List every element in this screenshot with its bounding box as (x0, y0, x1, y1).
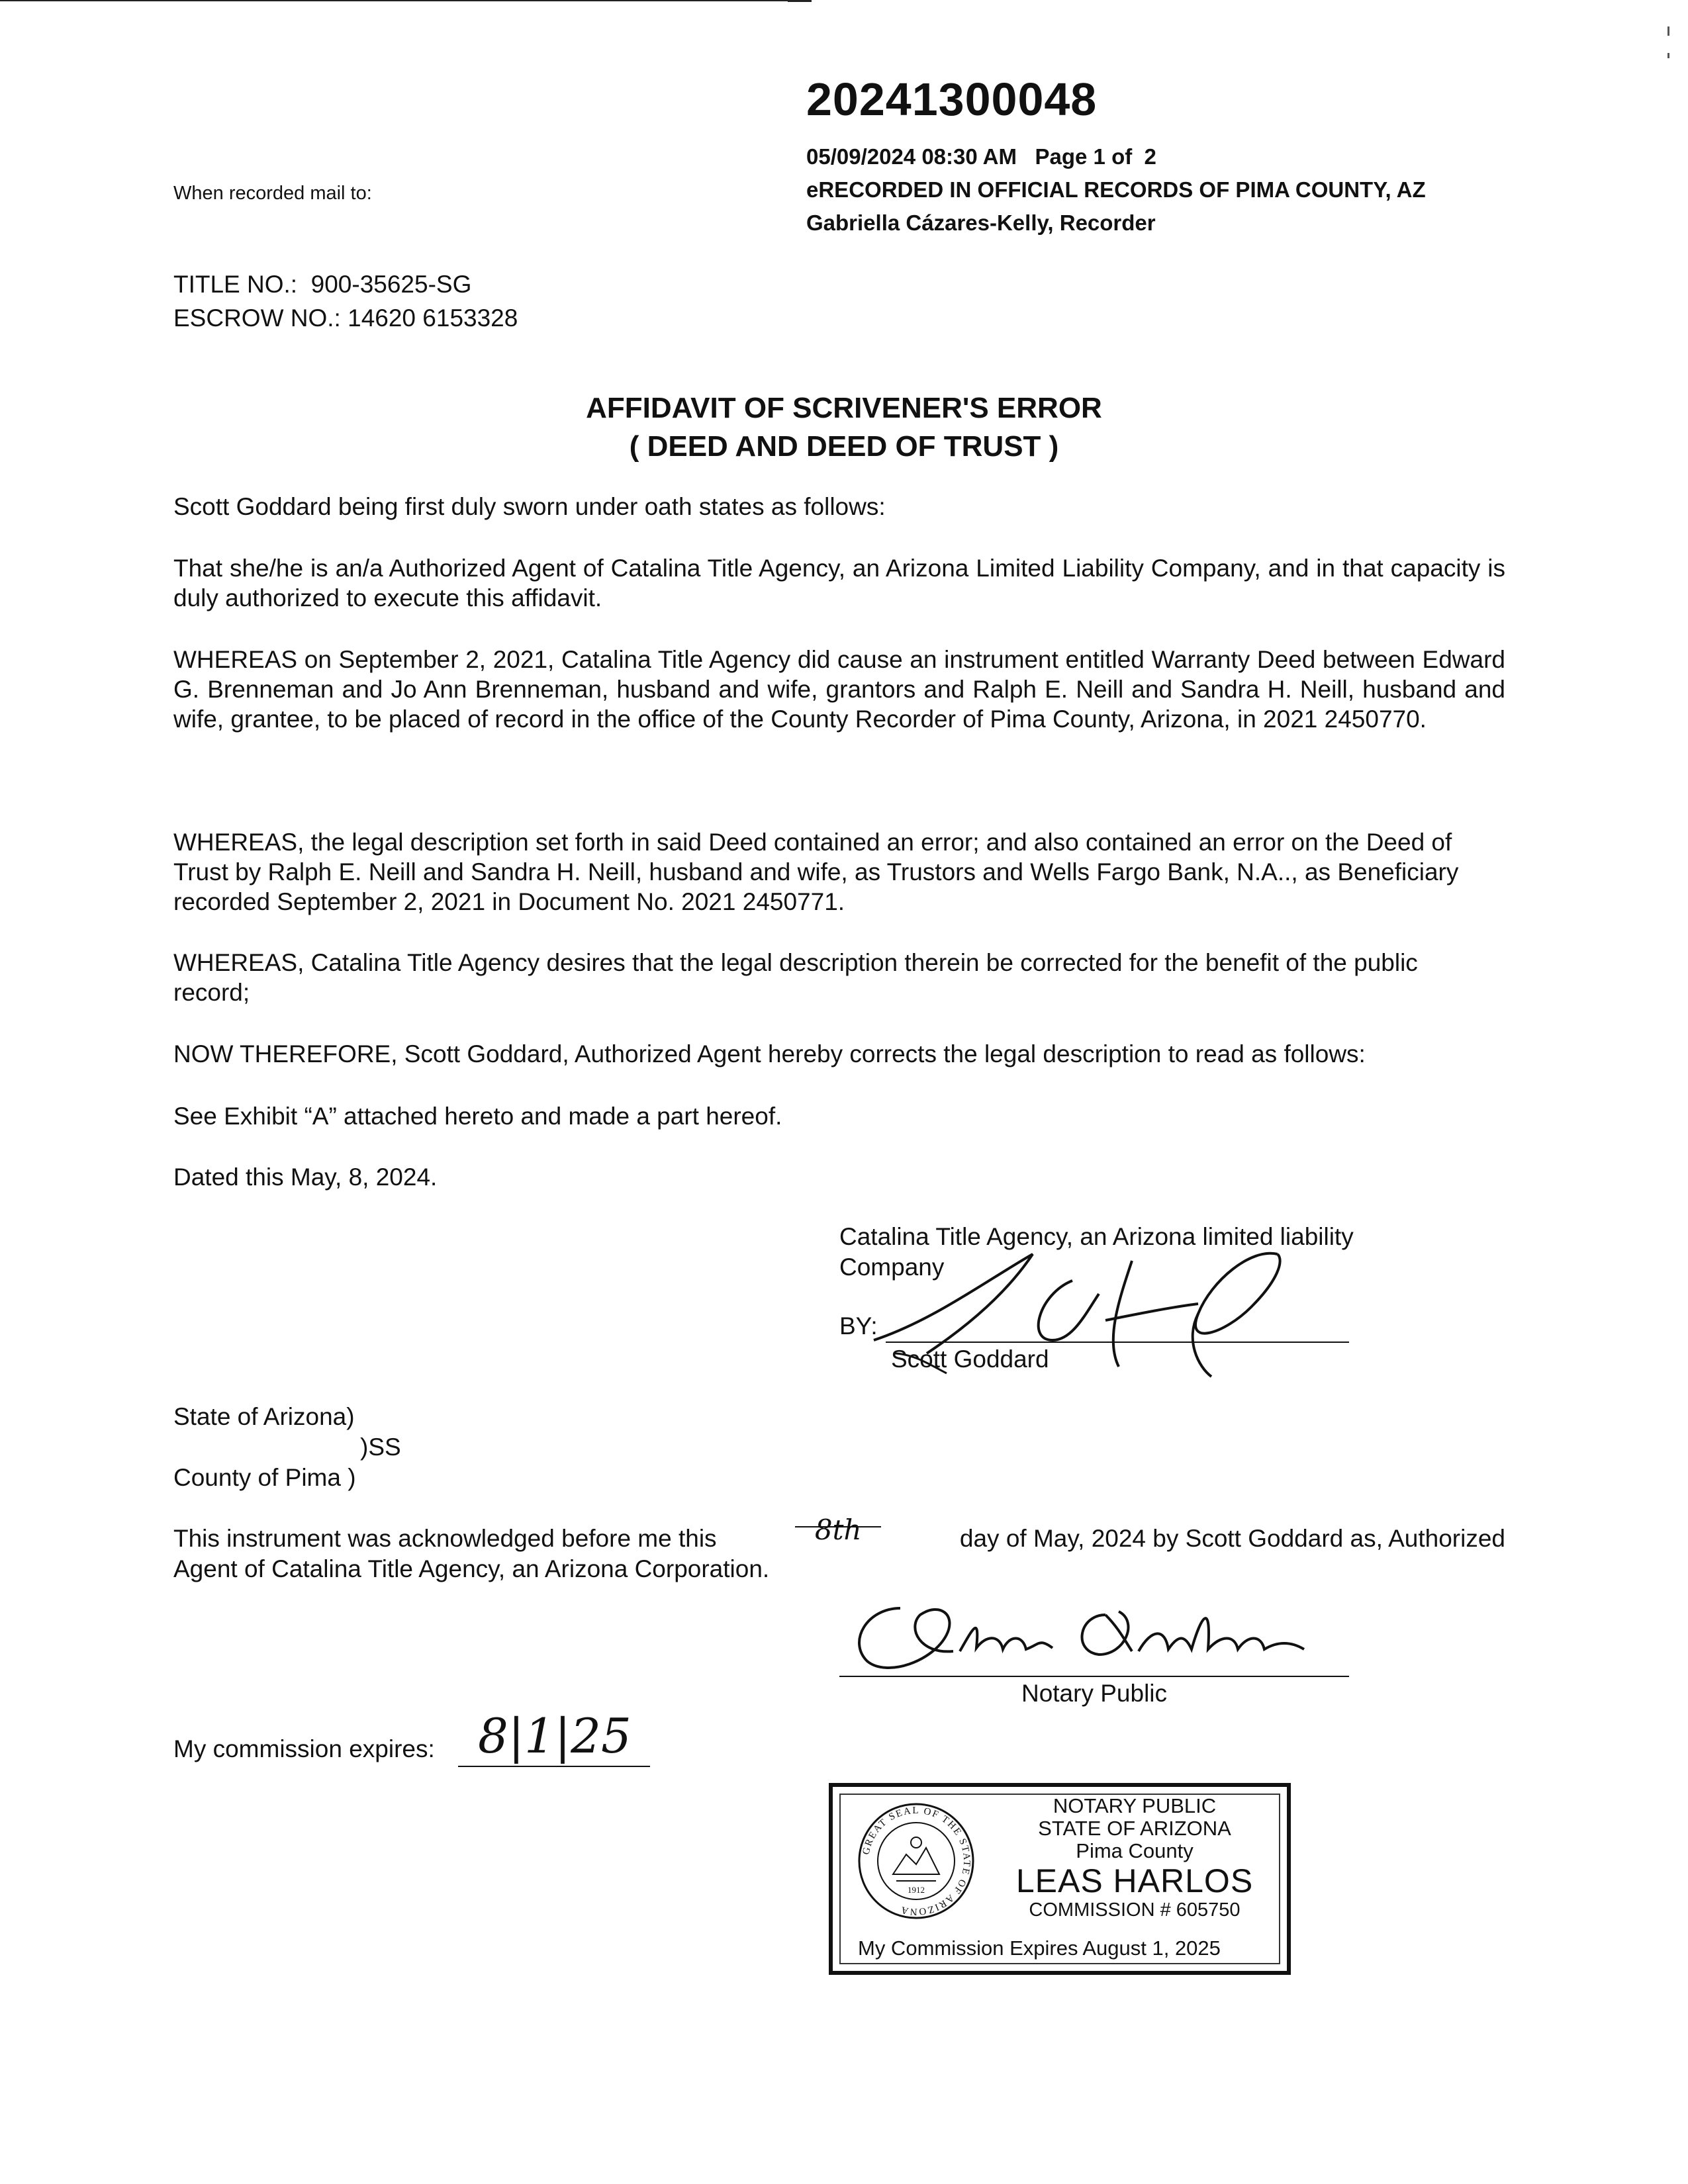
ack-before-blank: This instrument was acknowledged before me this (173, 1525, 717, 1552)
document-heading (0, 389, 1688, 466)
great-seal-icon (857, 1801, 976, 1921)
heading-line-2: ( DEED AND DEED OF TRUST ) (629, 430, 1059, 463)
ack-handwritten-day: 8th (814, 1514, 862, 1546)
scan-margin-mark (1667, 26, 1669, 36)
mail-to-label: When recorded mail to: (173, 183, 372, 204)
scan-edge-mark (788, 0, 812, 2)
whereas-correction-paragraph: WHEREAS, Catalina Title Agency desires that the legal description therein be corrected for the benefit of the public record; (173, 949, 1418, 1006)
company-line-1: Catalina Title Agency, an Arizona limited liability (839, 1223, 1354, 1250)
venue-state: State of Arizona) (173, 1403, 355, 1430)
commission-date-line (458, 1766, 650, 1767)
notary-stamp-text (992, 1795, 1278, 1921)
recording-info (806, 140, 1426, 240)
scan-edge-line (0, 0, 811, 1)
signer-signature-icon (854, 1241, 1317, 1380)
now-therefore-paragraph: NOW THEREFORE, Scott Goddard, Authorized Agent hereby corrects the legal description to read as follows: (173, 1040, 1366, 1068)
stamp-county: Pima County (1076, 1839, 1194, 1862)
authority-paragraph: That she/he is an/a Authorized Agent of Catalina Title Agency, an Arizona Limited Liability Company, and in that capacity is duly authorized to execute this affidavit. (173, 555, 1505, 612)
document-number: 20241300048 (806, 73, 1098, 125)
title-escrow-block (173, 267, 518, 335)
seal-ring-text: GREAT SEAL OF THE STATE OF ARIZONA (861, 1805, 972, 1917)
notary-signature-line (839, 1676, 1349, 1677)
ack-day-blank (795, 1514, 881, 1546)
venue-ss: )SS (360, 1433, 401, 1461)
title-number: TITLE NO.: 900-35625-SG (173, 271, 472, 298)
acknowledgment-paragraph (173, 1514, 1505, 1584)
seal-year: 1912 (908, 1885, 925, 1895)
venue-block (173, 1402, 401, 1493)
by-label: BY: (839, 1312, 878, 1340)
notary-signature-icon (841, 1588, 1344, 1681)
dated-line: Dated this May, 8, 2024. (173, 1163, 438, 1191)
stamp-commission-number: COMMISSION # 605750 (1029, 1899, 1241, 1921)
stamp-notary-name: LEAS HARLOS (1015, 1862, 1254, 1899)
stamp-expiration: My Commission Expires August 1, 2025 (858, 1936, 1221, 1960)
whereas-deed-paragraph: WHEREAS on September 2, 2021, Catalina Title Agency did cause an instrument entitled Warranty Deed between Edward G. Brenneman and Jo Ann Brenneman, husband and wife, grantors and Ralph E. Neill and Sandra H. Neill, husband and wife, grantee, to be placed of record in the office of the County Recorder of Pima County, Arizona, in 2021 2450770. (173, 646, 1505, 733)
ack-after-blank: day of May, 2024 by Scott Goddard as, Authorized (959, 1525, 1505, 1552)
oath-statement: Scott Goddard being first duly sworn under oath states as follows: (173, 493, 886, 520)
acknowledgment-line-1 (173, 1514, 1505, 1554)
scan-margin-mark (1667, 53, 1669, 58)
acknowledgment-line-2: Agent of Catalina Title Agency, an Arizona Corporation. (173, 1555, 770, 1582)
heading-line-1: AFFIDAVIT OF SCRIVENER'S ERROR (586, 392, 1102, 424)
venue-county: County of Pima ) (173, 1464, 356, 1491)
recording-office: eRECORDED IN OFFICIAL RECORDS OF PIMA COUNTY, AZ (806, 177, 1426, 202)
stamp-state: STATE OF ARIZONA (1038, 1817, 1231, 1840)
commission-expires-label: My commission expires: (173, 1735, 435, 1762)
recording-datetime-page: 05/09/2024 08:30 AM Page 1 of 2 (806, 144, 1156, 169)
stamp-notary-public: NOTARY PUBLIC (1053, 1794, 1217, 1817)
exhibit-reference: See Exhibit “A” attached hereto and made a part hereof. (173, 1103, 782, 1130)
signer-name: Scott Goddard (891, 1345, 1049, 1373)
company-line-2: Company (839, 1253, 945, 1281)
recorder-name: Gabriella Cázares-Kelly, Recorder (806, 210, 1156, 235)
commission-handwritten-date: 8|1|25 (478, 1708, 632, 1764)
escrow-number: ESCROW NO.: 14620 6153328 (173, 304, 518, 332)
notary-public-label: Notary Public (1021, 1680, 1168, 1707)
whereas-error-paragraph: WHEREAS, the legal description set forth in said Deed contained an error; and also contained an error on the Deed of Trust by Ralph E. Neill and Sandra H. Neill, husband and wife, as Trustors and Wells Fargo Bank, N.A.., as Beneficiary recorded September 2, 2021 in Document No. 2021 2450771. (173, 829, 1459, 915)
notary-stamp (829, 1783, 1291, 1975)
